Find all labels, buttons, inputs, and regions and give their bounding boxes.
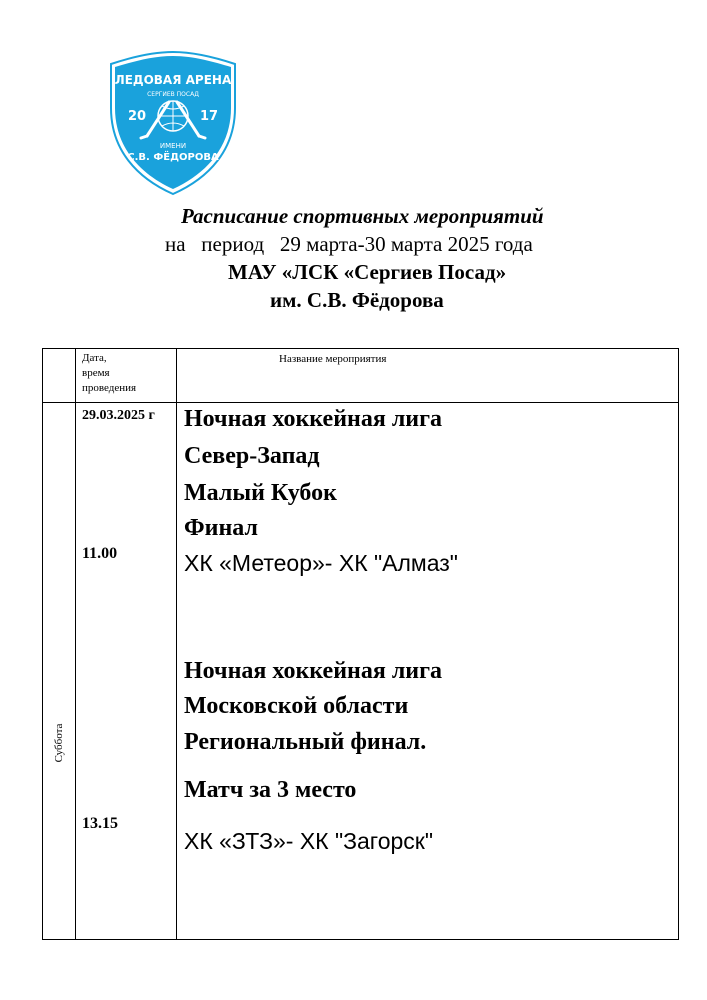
event-name-cell <box>177 403 679 940</box>
header-time-label-2: время <box>82 367 110 379</box>
event-1-match: ХК «Метеор»- ХК "Алмаз" <box>184 550 458 576</box>
event-time-2: 13.15 <box>82 815 118 832</box>
header-name-cell <box>177 349 679 403</box>
logo-year-right: 17 <box>199 109 219 124</box>
event-2-line-1: Ночная хоккейная лига <box>184 658 443 684</box>
header-day-cell <box>43 349 76 403</box>
title-line-3: МАУ «ЛСК «Сергиев Посад» <box>228 260 507 284</box>
header-time-label-3: проведения <box>82 382 137 394</box>
event-2-line-3: Региональный финал. <box>184 729 427 755</box>
time-cell <box>76 403 177 940</box>
header-name-label: Название мероприятия <box>279 353 387 365</box>
title-line-1: Расписание спортивных мероприятий <box>181 204 544 228</box>
schedule-table <box>42 348 679 940</box>
logo-name-line2: С.В. ФЁДОРОВА <box>127 152 219 163</box>
event-date: 29.03.2025 г <box>82 408 155 423</box>
event-2-line-4: Матч за 3 место <box>184 777 357 803</box>
event-1-line-4: Финал <box>184 515 258 541</box>
event-1-line-3: Малый Кубок <box>184 480 337 506</box>
title-line-4: им. С.В. Фёдорова <box>270 288 444 312</box>
day-cell <box>43 403 76 940</box>
logo-shield-icon <box>107 50 239 196</box>
event-2-line-2: Московской области <box>184 693 409 719</box>
logo-top-text: ЛЕДОВАЯ АРЕНА <box>114 73 232 87</box>
table-row <box>43 403 679 940</box>
event-1-line-1: Ночная хоккейная лига <box>184 406 443 432</box>
event-1-line-2: Север-Запад <box>184 443 320 469</box>
logo-name-line1: ИМЕНИ <box>159 142 187 150</box>
event-2-match: ХК «ЗТЗ»- ХК "Загорск" <box>184 828 434 854</box>
day-label: Суббота <box>53 723 65 763</box>
event-time-1: 11.00 <box>82 545 118 562</box>
title-line-2: на период 29 марта-30 марта 2025 года <box>165 232 533 256</box>
table-header-row <box>43 349 679 403</box>
logo-year-left: 20 <box>127 109 147 124</box>
header-time-label-1: Дата, <box>82 352 107 364</box>
logo-city: СЕРГИЕВ ПОСАД <box>147 91 199 98</box>
arena-logo <box>107 50 239 196</box>
header-time-cell <box>76 349 177 403</box>
